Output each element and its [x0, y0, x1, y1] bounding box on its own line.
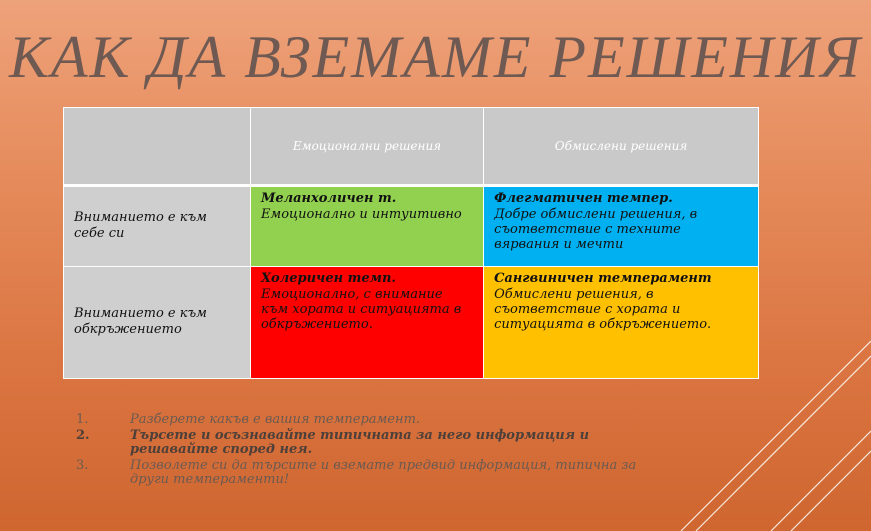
steps-list: [76, 413, 676, 489]
list-text: Позволете си да търсите и вземате предвид информация, типична за други темпераменти!: [130, 458, 637, 487]
header-considered-decisions: Обмислени решения: [484, 108, 759, 186]
cell-sanguine: [484, 266, 759, 378]
cell-title: Меланхоличен т.: [260, 191, 397, 207]
cell-body: Добре обмислени решения, в съответствие с техните вярвания и мечти: [494, 207, 698, 253]
list-text: Търсете и осъзнавайте типичната за него информация и решавайте според нея.: [130, 428, 590, 457]
cell-choleric: [250, 266, 483, 378]
cell-title: Сангвиничен темперамент: [494, 270, 712, 286]
row-label-self: Вниманието е към себе си: [64, 186, 251, 266]
slide-title: КАК ДА ВЗЕМАМЕ РЕШЕНИЯ: [8, 24, 862, 90]
cell-body: Емоционално, с внимание към хората и ситуацията в обкръжението.: [260, 286, 462, 332]
list-item: [76, 429, 676, 457]
cell-title: Флегматичен темпер.: [494, 191, 673, 207]
list-number: 1.: [76, 412, 89, 427]
list-item: [76, 413, 676, 427]
table-header-row: [64, 108, 759, 186]
list-number: 3.: [76, 458, 89, 473]
cell-melancholic: [250, 186, 483, 266]
table-row: [64, 186, 759, 266]
list-text: Разберете какъв е вашия темперамент.: [130, 412, 421, 427]
list-number: 2.: [76, 428, 90, 443]
header-emotional-decisions: Емоционални решения: [250, 108, 483, 186]
cell-phlegmatic: [484, 186, 759, 266]
cell-title: Холеричен темп.: [260, 270, 396, 286]
temperament-table: [63, 107, 759, 379]
row-label-environment: Вниманието е към обкръжението: [64, 266, 251, 378]
cell-body: Емоционално и интуитивно: [260, 207, 462, 223]
table-corner-cell: [64, 108, 251, 186]
cell-body: Обмислени решения, в съответствие с хората и ситуацията в обкръжението.: [494, 286, 712, 332]
table-row: [64, 266, 759, 378]
list-item: [76, 459, 676, 487]
